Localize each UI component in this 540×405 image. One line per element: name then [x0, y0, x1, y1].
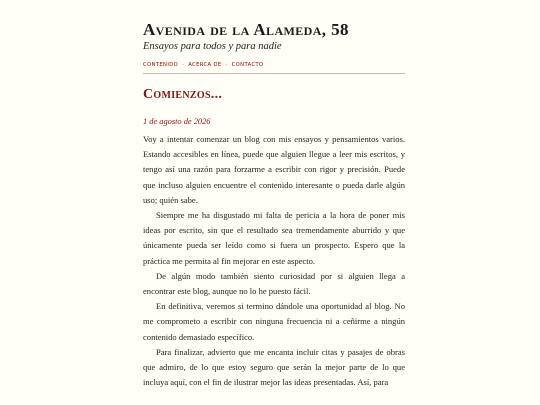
post-paragraph: Voy a intentar comenzar un blog con mis ensayos y pensamientos varios. Estando accesibles en línea, puede que alguien llegue a leer mis escritos, y tengo así una razón para forzarme a escribir con rigor y precisión. Puede que incluso alguien encuentre el contenido interesante o pueda darle algún uso; quién sabe.: [143, 134, 405, 205]
post-paragraph: En definitiva, veremos si termino dándole una oportunidad al blog. No me comprometo a escribir con ninguna frecuencia ni a ceñirme a ningún contenido demasiado específico.: [143, 301, 405, 342]
site-subtitle: Ensayos para todos y para nadie: [143, 41, 282, 52]
nav-separator: ·: [225, 62, 228, 68]
post-title[interactable]: Comienzos...: [143, 87, 223, 102]
post-paragraph: Para finalizar, advierto que me encanta incluir citas y pasajes de obras que admiro, de lo que estoy seguro que serán la mejor parte de lo que incluya aquí, con el fin de ilustrar mejor las ideas presentadas. Así, para: [143, 346, 405, 388]
post-date: 1 de agosto de 2026: [143, 117, 211, 126]
content-column: [143, 20, 405, 390]
nav-link-contenido[interactable]: CONTENIDO: [143, 62, 179, 68]
post: [143, 86, 405, 390]
header-divider: [143, 73, 405, 74]
post-paragraph: De algún modo también siento curiosidad por si alguien llega a encontrar este blog, aunque no lo he puesto fácil.: [143, 270, 405, 297]
post-body: [143, 132, 405, 390]
post-paragraph: Siempre me ha disgustado mi falta de pericia a la hora de poner mis ideas por escrito, sin que el resultado sea tremendamente aburrido y que únicamente pueda ser leído como si fuera un prospecto. Espero que la práctica me permita al fin mejorar en este aspecto.: [143, 210, 405, 266]
nav-separator: ·: [182, 62, 185, 68]
site-nav: [143, 61, 405, 69]
nav-link-contacto[interactable]: CONTACTO: [231, 62, 264, 68]
nav-link-acerca-de[interactable]: ACERCA DE: [188, 62, 222, 68]
site-title[interactable]: Avenida de la Alameda, 58: [143, 20, 349, 39]
